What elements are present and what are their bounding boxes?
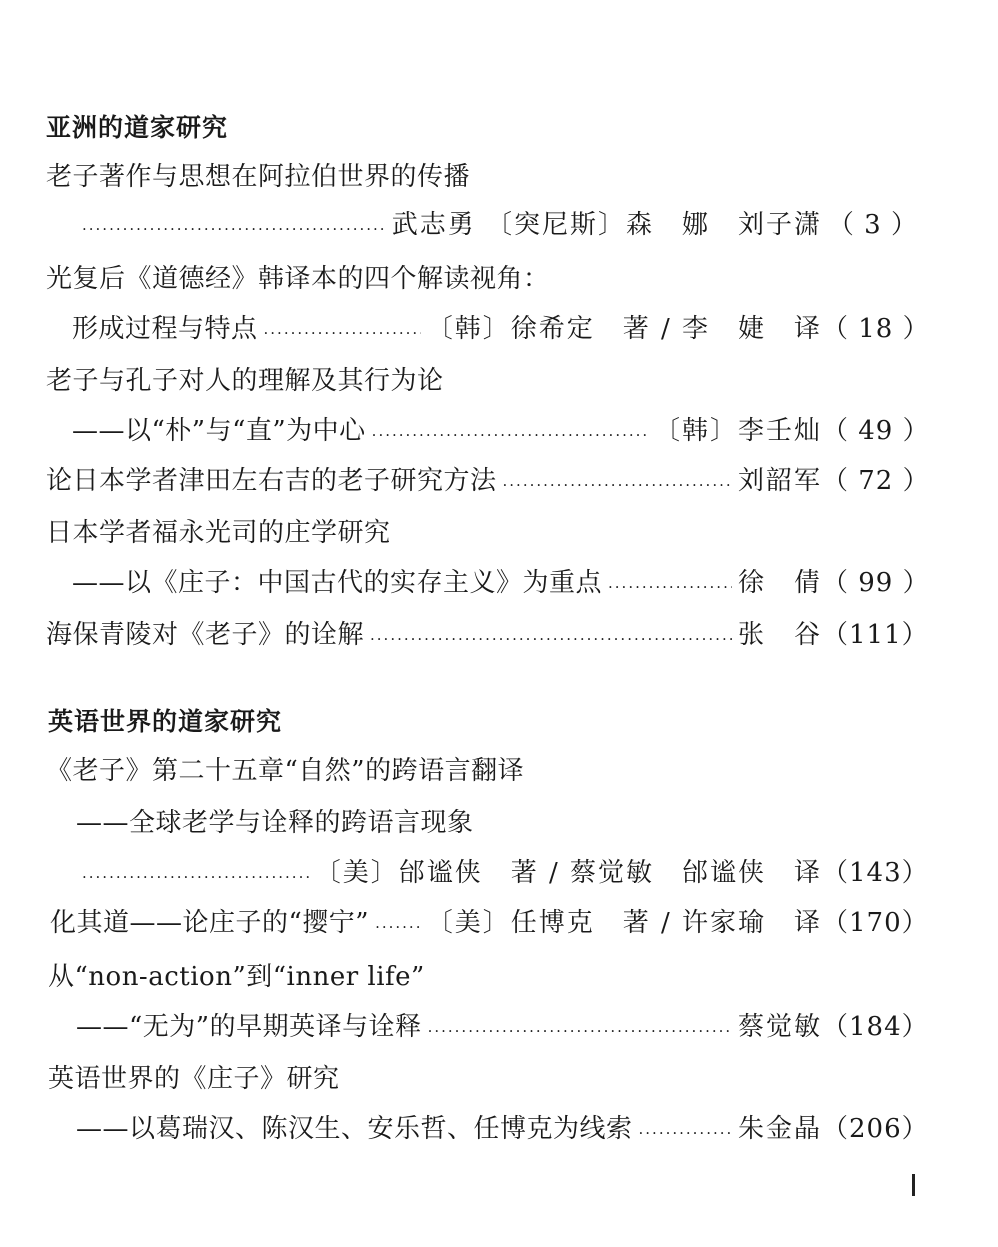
- toc-entry: [0, 898, 929, 942]
- toc-entry-page: （ 49 ）: [822, 415, 930, 446]
- toc-entry-title: 老子与孔子对人的理解及其行为论: [46, 365, 444, 396]
- toc-entry-title: 英语世界的《庄子》研究: [48, 1063, 340, 1094]
- leader-dots: [82, 864, 309, 882]
- toc-entry-text: ——以葛瑞汉、陈汉生、安乐哲、任博克为线索: [76, 1113, 633, 1144]
- leader-dots: [428, 1018, 732, 1036]
- toc-entry-author: 朱金晶: [737, 1113, 822, 1144]
- toc-entry-page: （170）: [822, 907, 929, 938]
- toc-entry: [0, 610, 929, 654]
- toc-entry-author: 〔韩〕徐希定 著 / 李 婕 译: [426, 313, 822, 344]
- leader-dots: [370, 626, 732, 644]
- leader-dots: [372, 422, 648, 440]
- toc-entry-text: ——以《庄子：中国古代的实存主义》为重点: [72, 567, 603, 598]
- leader-dots: [375, 914, 421, 932]
- toc-entry: [0, 848, 929, 892]
- toc-entry-author: 蔡觉敏: [737, 1011, 822, 1042]
- toc-entry-text: ——“无为”的早期英译与诠释: [76, 1011, 422, 1042]
- toc-entry-author: 〔美〕邰谧侠 著 / 蔡觉敏 邰谧侠 译: [314, 857, 822, 888]
- section-heading-english: 英语世界的道家研究: [48, 707, 283, 736]
- toc-entry-author: 武志勇 〔突尼斯〕森 娜 刘子潇: [391, 209, 822, 240]
- toc-entry-title: 老子著作与思想在阿拉伯世界的传播: [46, 161, 471, 192]
- toc-entry-page: （206）: [822, 1113, 929, 1144]
- toc-entry-page: （ 3 ）: [827, 209, 918, 240]
- toc-entry-title: 《老子》第二十五章“自然”的跨语言翻译: [46, 755, 525, 786]
- section-heading-asia: 亚洲的道家研究: [46, 113, 229, 142]
- toc-entry-text: ——以“朴”与“直”为中心: [72, 415, 366, 446]
- toc-entry-text: 化其道——论庄子的“撄宁”: [50, 907, 370, 938]
- toc-entry-page: （ 99 ）: [822, 567, 930, 598]
- toc-entry-text: 形成过程与特点: [72, 313, 258, 344]
- toc-entry-text: 海保青陵对《老子》的诠解: [46, 619, 365, 650]
- leader-dots: [639, 1120, 732, 1138]
- leader-dots: [608, 574, 732, 592]
- toc-entry-author: 〔美〕任博克 著 / 许家瑜 译: [426, 907, 822, 938]
- toc-entry-author: 刘韶军: [737, 465, 822, 496]
- toc-entry: [0, 1104, 929, 1148]
- toc-entry-title: 日本学者福永光司的庄学研究: [46, 517, 391, 548]
- toc-entry-title: 从“non-action”到“inner life”: [48, 961, 425, 992]
- leader-dots: [264, 320, 421, 338]
- toc-entry-author: 张 谷: [737, 619, 822, 650]
- toc-entry: [0, 200, 918, 244]
- toc-entry-text: 论日本学者津田左右吉的老子研究方法: [46, 465, 497, 496]
- toc-entry-page: （184）: [822, 1011, 929, 1042]
- leader-dots: [503, 472, 732, 490]
- toc-entry: [0, 406, 930, 450]
- toc-entry-title: 光复后《道德经》韩译本的四个解读视角：: [46, 263, 550, 294]
- toc-entry-page: （ 18 ）: [822, 313, 930, 344]
- toc-entry-page: （ 72 ）: [822, 465, 930, 496]
- toc-entry: [0, 304, 930, 348]
- toc-entry: [0, 558, 930, 602]
- toc-entry: [0, 1002, 929, 1046]
- toc-entry-page: （143）: [822, 857, 929, 888]
- toc-entry-author: 徐 倩: [737, 567, 822, 598]
- toc-entry-author: 〔韩〕李壬灿: [653, 415, 822, 446]
- page-edge-mark: [912, 1174, 915, 1196]
- toc-entry-page: （111）: [822, 619, 929, 650]
- toc-entry: [0, 456, 930, 500]
- leader-dots: [82, 216, 386, 234]
- toc-entry-subtitle: ——全球老学与诠释的跨语言现象: [76, 807, 474, 838]
